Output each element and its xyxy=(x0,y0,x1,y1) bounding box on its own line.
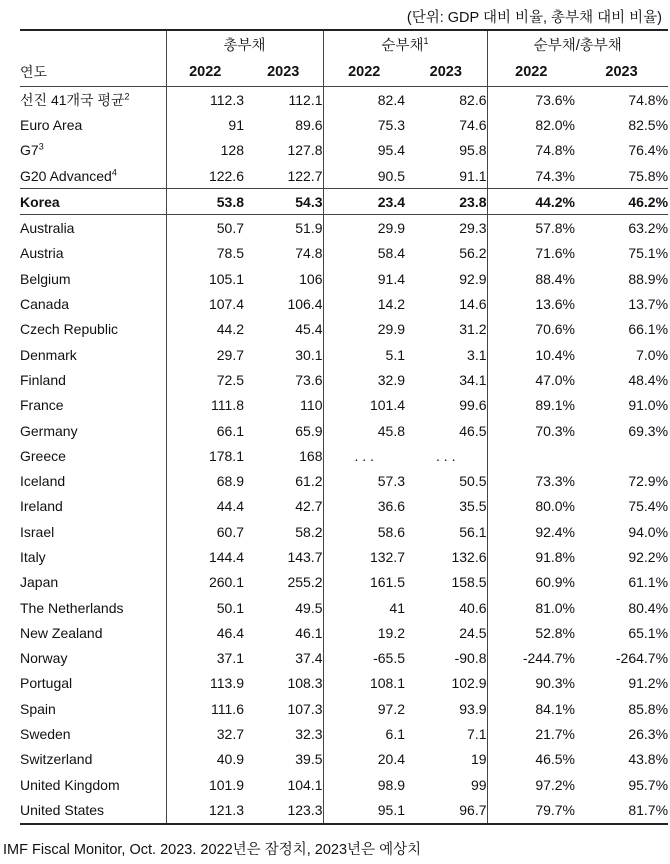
table-row xyxy=(20,721,668,746)
row-label xyxy=(20,342,166,367)
row-label-text: New Zealand xyxy=(20,624,103,641)
table-cell: 123.3 xyxy=(244,797,323,823)
table-row xyxy=(20,696,668,721)
table-cell: 88.9% xyxy=(628,270,669,287)
table-cell: 82.5% xyxy=(628,116,669,133)
table-cell: 40.9 xyxy=(166,747,244,772)
table-row xyxy=(20,393,668,418)
row-label xyxy=(20,797,166,823)
table-cell xyxy=(575,443,668,468)
table-cell: 44.2% xyxy=(487,189,575,215)
table-cell: 74.8% xyxy=(487,138,575,163)
table-cell: 44.2 xyxy=(166,317,244,342)
table-cell: . . . xyxy=(323,443,405,468)
table-cell: 97.2 xyxy=(323,696,405,721)
table-row xyxy=(20,747,668,772)
table-cell: 56.1 xyxy=(459,523,487,540)
table-cell: 75.4% xyxy=(628,498,669,515)
row-label-text: Greece xyxy=(20,447,66,464)
row-label-text: Ireland xyxy=(20,498,63,515)
table-row xyxy=(20,620,668,645)
table-cell: 80.4% xyxy=(628,599,669,616)
row-label xyxy=(20,721,166,746)
row-label xyxy=(20,494,166,519)
table-cell: 36.6 xyxy=(323,494,405,519)
row-label-text: Spain xyxy=(20,700,56,717)
table-cell: 57.8% xyxy=(487,215,575,241)
row-label xyxy=(20,544,166,569)
table-cell: 91.2% xyxy=(628,675,669,692)
table-cell: 32.7 xyxy=(166,721,244,746)
table-cell: 58.6 xyxy=(323,519,405,544)
table-cell: 14.2 xyxy=(323,291,405,316)
table-row xyxy=(20,797,668,823)
table-cell xyxy=(487,443,575,468)
table-cell: 122.7 xyxy=(244,163,323,189)
table-cell: 46.1 xyxy=(295,624,323,641)
table-row xyxy=(20,87,668,113)
table-cell: 90.5 xyxy=(323,163,405,189)
row-label-text: Canada xyxy=(20,296,70,313)
table-cell: 41 xyxy=(323,595,405,620)
row-label-text: G20 Advanced xyxy=(20,167,112,184)
table-cell: 73.6% xyxy=(487,87,575,113)
header-net-debt-footnote: 1 xyxy=(423,36,429,47)
table-cell: 144.4 xyxy=(166,544,244,569)
header-year: 2023 xyxy=(244,58,323,87)
table-cell: 58.4 xyxy=(323,241,405,266)
table-cell: 45.8 xyxy=(323,418,405,443)
table-row xyxy=(20,266,668,291)
table-cell: 31.2 xyxy=(459,321,487,338)
table-cell: 74.8 xyxy=(295,245,323,262)
row-label xyxy=(20,772,166,797)
table-cell: 82.4 xyxy=(323,87,405,113)
table-row xyxy=(20,112,668,137)
table-cell: 29.9 xyxy=(323,317,405,342)
table-cell: 104.1 xyxy=(287,776,323,793)
table-cell: 23.8 xyxy=(405,189,487,215)
table-row xyxy=(20,163,668,189)
row-label-text: United States xyxy=(20,801,105,818)
table-cell: 14.6 xyxy=(459,296,487,313)
table-cell: 65.9 xyxy=(295,422,323,439)
table-cell: 19.2 xyxy=(323,620,405,645)
header-corner xyxy=(20,30,166,58)
row-footnote-marker: 4 xyxy=(111,166,117,177)
table-cell: 37.4 xyxy=(295,650,323,667)
header-year-row xyxy=(20,58,668,87)
table-cell: 143.7 xyxy=(287,548,323,565)
row-label xyxy=(20,367,166,392)
row-label-text: Norway xyxy=(20,650,68,667)
table-cell: 10.4% xyxy=(487,342,575,367)
table-cell: 75.8% xyxy=(575,163,668,189)
table-cell: 66.1 xyxy=(166,418,244,443)
header-year: 2023 xyxy=(575,58,668,87)
row-label xyxy=(20,418,166,443)
table-cell: 112.1 xyxy=(288,91,323,108)
table-cell: 121.3 xyxy=(166,797,244,823)
table-row xyxy=(20,291,668,316)
debt-table xyxy=(20,29,668,825)
header-year: 2023 xyxy=(405,58,487,87)
table-cell: 91.0% xyxy=(628,397,669,414)
table-cell: 50.7 xyxy=(166,215,244,241)
table-cell: 73.6 xyxy=(295,371,323,388)
row-label xyxy=(20,671,166,696)
table-cell: 51.9 xyxy=(295,220,323,237)
table-cell: 40.6 xyxy=(459,599,487,616)
table-cell: 108.3 xyxy=(287,675,323,692)
table-cell: 53.8 xyxy=(166,189,244,215)
table-cell: 32.3 xyxy=(295,726,323,743)
table-row xyxy=(20,519,668,544)
row-label xyxy=(20,620,166,645)
header-year: 2022 xyxy=(487,58,575,87)
row-label-text: The Netherlands xyxy=(20,599,124,616)
table-cell: 96.7 xyxy=(405,797,487,823)
row-label-text: France xyxy=(20,397,64,414)
table-cell: 73.3% xyxy=(487,468,575,493)
table-cell: 65.1% xyxy=(628,624,669,641)
table-cell: 74.8% xyxy=(628,91,669,108)
row-label xyxy=(20,241,166,266)
row-label xyxy=(20,696,166,721)
table-cell: 57.3 xyxy=(323,468,405,493)
row-label xyxy=(20,291,166,316)
table-cell: 48.4% xyxy=(628,371,669,388)
table-cell: 24.5 xyxy=(459,624,487,641)
table-cell: 46.5% xyxy=(487,747,575,772)
table-cell: 26.3% xyxy=(628,726,669,743)
table-cell: 168 xyxy=(299,447,323,464)
table-cell: 132.7 xyxy=(323,544,405,569)
table-row xyxy=(20,772,668,797)
row-label xyxy=(20,215,166,241)
row-label-text: Israel xyxy=(20,523,55,540)
table-cell: 37.1 xyxy=(166,646,244,671)
table-cell: 52.8% xyxy=(487,620,575,645)
table-cell: -65.5 xyxy=(323,646,405,671)
table-cell: 106 xyxy=(299,270,323,287)
table-cell: 7.0% xyxy=(636,346,669,363)
table-cell: 39.5 xyxy=(295,751,323,768)
row-label-text: Austria xyxy=(20,245,64,262)
table-cell: 61.2 xyxy=(295,473,323,490)
table-cell: 23.4 xyxy=(323,189,405,215)
row-label-text: Japan xyxy=(20,574,59,591)
table-cell: 13.7% xyxy=(628,296,669,313)
table-cell: 93.9 xyxy=(459,700,487,717)
table-cell: 78.5 xyxy=(166,241,244,266)
row-label xyxy=(20,595,166,620)
table-cell: 68.9 xyxy=(166,468,244,493)
table-cell: 102.9 xyxy=(451,675,487,692)
table-cell: 47.0% xyxy=(487,367,575,392)
table-cell: 32.9 xyxy=(323,367,405,392)
row-label-text: Korea xyxy=(20,193,60,210)
table-cell: -264.7% xyxy=(615,650,669,667)
table-cell: 111.6 xyxy=(166,696,244,721)
table-cell: 89.6 xyxy=(295,116,323,133)
table-cell: 122.6 xyxy=(166,163,244,189)
row-label-text: Switzerland xyxy=(20,751,93,768)
table-row xyxy=(20,468,668,493)
table-cell: 54.3 xyxy=(244,189,323,215)
table-row xyxy=(20,367,668,392)
row-label xyxy=(20,646,166,671)
table-cell: 7.1 xyxy=(467,726,487,743)
row-label-text: Czech Republic xyxy=(20,321,119,338)
table-cell: 99 xyxy=(470,776,487,793)
row-label-text: Euro Area xyxy=(20,116,83,133)
table-cell: 46.5 xyxy=(459,422,487,439)
table-cell: 75.1% xyxy=(628,245,669,262)
row-label-text: 선진 41개국 평균 xyxy=(20,91,125,108)
table-row xyxy=(20,342,668,367)
row-label xyxy=(20,747,166,772)
unit-note: (단위: GDP 대비 비율, 총부채 대비 비율) xyxy=(406,10,662,26)
table-row xyxy=(20,646,668,671)
table-cell: 63.2% xyxy=(628,220,669,237)
row-label-text: Iceland xyxy=(20,473,66,490)
row-label-text: Finland xyxy=(20,371,66,388)
table-row xyxy=(20,671,668,696)
row-footnote-marker: 3 xyxy=(38,141,44,152)
table-cell: 178.1 xyxy=(166,443,244,468)
header-net-debt xyxy=(323,30,487,58)
table-cell: 71.6% xyxy=(487,241,575,266)
row-label xyxy=(20,189,166,215)
table-cell: 255.2 xyxy=(287,574,323,591)
table-cell: 91 xyxy=(166,112,244,137)
table-cell: 70.3% xyxy=(487,418,575,443)
source-footnote: IMF Fiscal Monitor, Oct. 2023. 2022년은 잠정치, 2023년은 예상치 xyxy=(3,842,422,858)
table-cell: 127.8 xyxy=(287,142,323,159)
table-cell: 50.5 xyxy=(459,473,487,490)
row-label-text: Denmark xyxy=(20,346,77,363)
table-cell: 88.4% xyxy=(487,266,575,291)
row-label-text: Italy xyxy=(20,548,46,565)
table-cell: 79.7% xyxy=(487,797,575,823)
row-label xyxy=(20,570,166,595)
table-cell: 29.3 xyxy=(459,220,487,237)
table-cell: 107.3 xyxy=(287,700,323,717)
table-row xyxy=(20,189,668,215)
row-label-text: Germany xyxy=(20,422,78,439)
row-label xyxy=(20,112,166,137)
table-cell: 69.3% xyxy=(628,422,669,439)
row-label xyxy=(20,138,166,163)
table-cell: 70.6% xyxy=(487,317,575,342)
table-cell: 75.3 xyxy=(323,112,405,137)
table-cell: 46.4 xyxy=(166,620,244,645)
table-row xyxy=(20,418,668,443)
header-year-label: 연도 xyxy=(20,58,166,87)
row-label-text: Portugal xyxy=(20,675,73,692)
table-cell: 3.1 xyxy=(467,346,487,363)
header-net-debt-label: 순부채 xyxy=(381,38,424,54)
table-cell: 92.2% xyxy=(628,548,669,565)
table-cell: 35.5 xyxy=(459,498,487,515)
row-label xyxy=(20,266,166,291)
table-cell: 29.7 xyxy=(166,342,244,367)
table-cell: 85.8% xyxy=(628,700,669,717)
table-cell: 91.4 xyxy=(323,266,405,291)
table-cell: 161.5 xyxy=(323,570,405,595)
table-cell: 60.7 xyxy=(166,519,244,544)
table-cell: 45.4 xyxy=(295,321,323,338)
table-row xyxy=(20,595,668,620)
table-cell: 89.1% xyxy=(487,393,575,418)
table-cell: 158.5 xyxy=(451,574,487,591)
table-row xyxy=(20,317,668,342)
table-cell: -244.7% xyxy=(487,646,575,671)
row-label xyxy=(20,87,166,113)
table-cell: 101.9 xyxy=(166,772,244,797)
row-label xyxy=(20,519,166,544)
table-cell: 34.1 xyxy=(459,371,487,388)
table-cell: 82.0% xyxy=(487,112,575,137)
table-cell: 42.7 xyxy=(295,498,323,515)
table-cell: 72.9% xyxy=(628,473,669,490)
table-cell: 106.4 xyxy=(287,296,323,313)
table-cell: 61.1% xyxy=(628,574,669,591)
table-cell: 128 xyxy=(166,138,244,163)
row-label-text: United Kingdom xyxy=(20,776,120,793)
table-cell: 81.0% xyxy=(487,595,575,620)
table-cell: 260.1 xyxy=(166,570,244,595)
row-label xyxy=(20,163,166,189)
table-cell: 6.1 xyxy=(323,721,405,746)
table-cell: 74.3% xyxy=(487,163,575,189)
table-row xyxy=(20,544,668,569)
row-label-text: G7 xyxy=(20,142,39,159)
table-cell: -90.8 xyxy=(454,650,487,667)
table-cell: 92.9 xyxy=(459,270,487,287)
table-cell: 44.4 xyxy=(166,494,244,519)
table-cell: 108.1 xyxy=(323,671,405,696)
table-cell: 80.0% xyxy=(487,494,575,519)
table-cell: 76.4% xyxy=(628,142,669,159)
table-cell: 60.9% xyxy=(487,570,575,595)
table-cell: 19 xyxy=(470,751,487,768)
table-cell: 99.6 xyxy=(459,397,487,414)
header-gross-debt: 총부채 xyxy=(166,30,323,58)
table-cell: 105.1 xyxy=(166,266,244,291)
table-cell: 50.1 xyxy=(166,595,244,620)
table-cell: 107.4 xyxy=(166,291,244,316)
table-cell: 90.3% xyxy=(487,671,575,696)
table-cell: 112.3 xyxy=(166,87,244,113)
table-cell: 95.7% xyxy=(628,776,669,793)
row-label-text: Australia xyxy=(20,220,75,237)
table-cell: 91.8% xyxy=(487,544,575,569)
table-cell: 95.8 xyxy=(459,142,487,159)
row-footnote-marker: 2 xyxy=(124,90,130,101)
header-group-row xyxy=(20,30,668,58)
table-cell: 74.6 xyxy=(459,116,487,133)
table-cell: 46.2% xyxy=(575,189,668,215)
row-label xyxy=(20,443,166,468)
row-label-text: Belgium xyxy=(20,270,71,287)
table-cell: 98.9 xyxy=(323,772,405,797)
header-net-gross-ratio: 순부채/총부채 xyxy=(487,30,668,58)
row-label xyxy=(20,317,166,342)
table-cell: 72.5 xyxy=(166,367,244,392)
table-row xyxy=(20,494,668,519)
row-label-text: Sweden xyxy=(20,726,71,743)
table-cell: 58.2 xyxy=(295,523,323,540)
table-cell: 5.1 xyxy=(323,342,405,367)
table-row xyxy=(20,570,668,595)
table-cell: 95.1 xyxy=(323,797,405,823)
table-cell: 81.7% xyxy=(575,797,668,823)
table-row xyxy=(20,241,668,266)
table-row xyxy=(20,443,668,468)
table-cell: 111.8 xyxy=(166,393,244,418)
row-label xyxy=(20,468,166,493)
table-cell: 20.4 xyxy=(323,747,405,772)
table-cell: 94.0% xyxy=(628,523,669,540)
table-row xyxy=(20,215,668,241)
table-row xyxy=(20,138,668,163)
table-cell: 101.4 xyxy=(323,393,405,418)
table-cell: 97.2% xyxy=(487,772,575,797)
header-year: 2022 xyxy=(323,58,405,87)
table-cell: 82.6 xyxy=(459,91,487,108)
table-cell: 113.9 xyxy=(166,671,244,696)
row-label xyxy=(20,393,166,418)
table-cell: 66.1% xyxy=(628,321,669,338)
table-cell: 21.7% xyxy=(487,721,575,746)
table-cell: 56.2 xyxy=(459,245,487,262)
table-cell: 132.6 xyxy=(451,548,487,565)
table-cell: 95.4 xyxy=(323,138,405,163)
table-cell: 30.1 xyxy=(295,346,323,363)
table-cell: 49.5 xyxy=(295,599,323,616)
header-year: 2022 xyxy=(166,58,244,87)
table-cell: 84.1% xyxy=(487,696,575,721)
table-cell: 91.1 xyxy=(405,163,487,189)
table-cell: 110 xyxy=(300,397,323,414)
table-cell: 43.8% xyxy=(628,751,669,768)
table-cell: 29.9 xyxy=(323,215,405,241)
table-cell: 92.4% xyxy=(487,519,575,544)
table-cell: . . . xyxy=(436,447,456,464)
table-cell: 13.6% xyxy=(487,291,575,316)
